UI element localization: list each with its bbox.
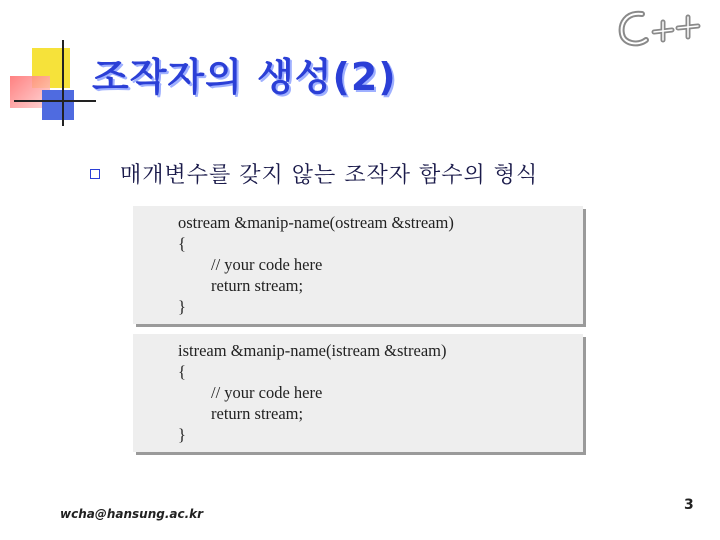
code-block-ostream	[133, 206, 583, 324]
decor-blue-square	[42, 90, 74, 120]
code-line: ostream &manip-name(ostream &stream)	[178, 213, 454, 232]
cpp-logo-icon	[612, 6, 708, 50]
code-line: {	[178, 234, 186, 253]
code-line: // your code here	[178, 255, 323, 274]
code-line: // your code here	[178, 383, 323, 402]
bullet-square-icon	[90, 169, 100, 179]
bullet-text: 매개변수를 갖지 않는 조작자 함수의 형식	[120, 163, 539, 188]
page-number: 3	[684, 497, 694, 513]
code-lines	[178, 340, 447, 445]
code-line: }	[178, 425, 186, 444]
code-line: return stream;	[178, 404, 304, 423]
code-line: return stream;	[178, 276, 304, 295]
code-line: {	[178, 362, 186, 381]
decor-horizontal-line	[14, 100, 96, 102]
footer-email: wcha@hansung.ac.kr	[60, 507, 204, 521]
code-line: }	[178, 297, 186, 316]
decor-vertical-line	[62, 40, 64, 126]
slide-title: 조작자의 생성(2)	[92, 55, 397, 99]
code-block-istream	[133, 334, 583, 452]
code-line: istream &manip-name(istream &stream)	[178, 341, 447, 360]
code-lines	[178, 212, 454, 317]
